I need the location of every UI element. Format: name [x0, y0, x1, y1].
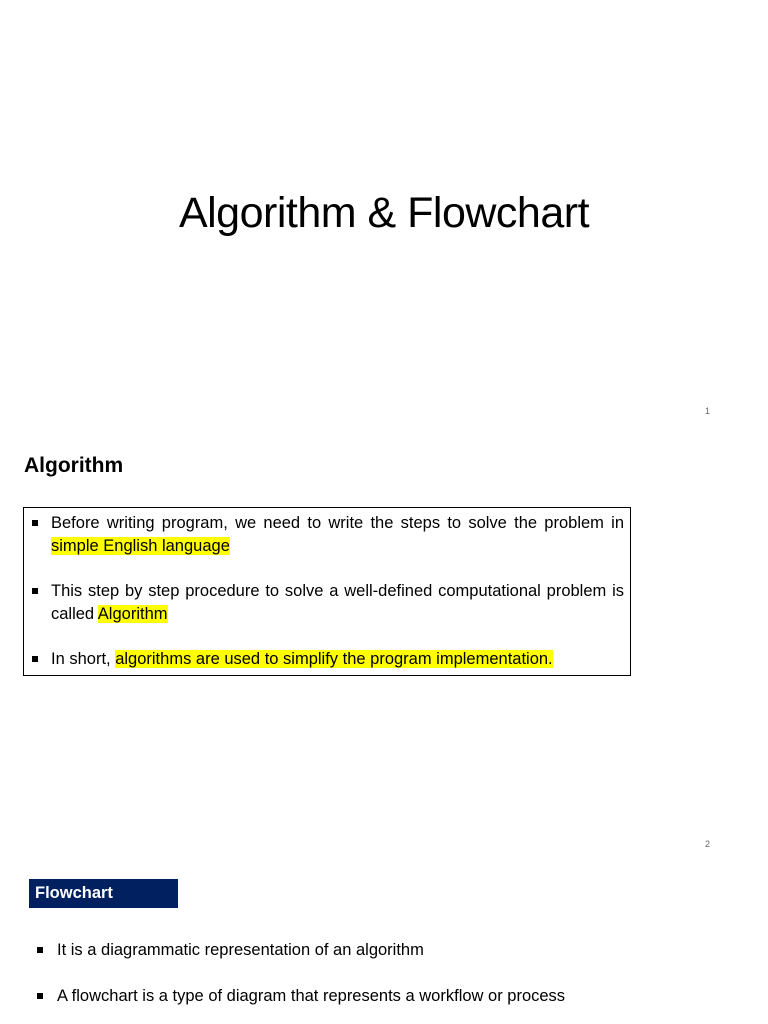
section-heading-bar: Flowchart: [29, 879, 178, 908]
slide-title: Algorithm & Flowchart: [178, 188, 590, 237]
page-number: 2: [704, 839, 710, 849]
bullet-text: This step by step procedure to solve a well-defined computational problem is called: [51, 582, 624, 623]
section-heading: Algorithm: [24, 454, 124, 477]
bullet-item: [30, 648, 624, 671]
slide-2: [0, 432, 768, 864]
highlighted-text: Algorithm: [97, 605, 168, 623]
page-number: 1: [704, 406, 710, 416]
highlighted-text: simple English language: [51, 537, 230, 555]
bullet-item: [30, 580, 624, 626]
bullet-item: A flowchart is a type of diagram that represents a workflow or process: [36, 985, 565, 1008]
bullet-box: [23, 507, 631, 676]
highlighted-text: algorithms are used to simplify the program implementation.: [115, 650, 553, 668]
slide-1: [0, 0, 768, 432]
bullet-item: [30, 512, 624, 558]
slide-3: [0, 864, 768, 1024]
bullet-text: Before writing program, we need to write the steps to solve the problem in: [51, 514, 624, 532]
bullet-item: It is a diagrammatic representation of an algorithm: [36, 939, 424, 962]
bullet-text: In short,: [51, 650, 116, 668]
